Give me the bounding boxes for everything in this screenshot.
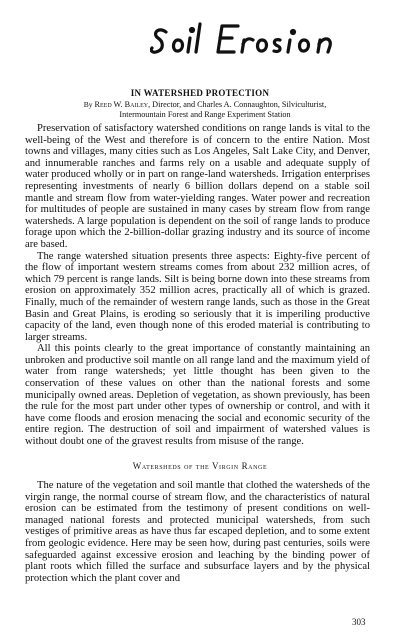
byline-line-1: [30, 100, 380, 110]
section-subheading: Watersheds of the Virgin Range: [132, 461, 268, 471]
page-number: 303: [352, 617, 366, 627]
paragraph: All this points clearly to the great importance of constantly maintaining an unbroken and productive soil mantle on all range land and the maximum yield of water from range watersheds; yet little thought has been given to the conservation of these values on other than the national forests and some municipally owned areas. Depletion of vegetation, as shown previously, has been the rule for the most part under other types of ownership or control, and with it have come floods and erosion menacing the social and economic security of the entire region. The destruction of soil and impairment of watershed values is without doubt one of the gravest results from misuse of the range.: [25, 343, 370, 448]
byline-affiliation: Intermountain Forest and Range Experiment Station: [119, 110, 291, 119]
handwritten-annotation: [150, 18, 360, 64]
handwritten-soil-erosion-mark: [150, 18, 360, 64]
paragraph: Preservation of satisfactory watershed conditions on range lands is vital to the well-being of the West and therefore is of concern to the entire Nation. Most towns and villages, many cities such as Los Angeles, Salt Lake City, and Denver, and innumerable ranches and farms rely on a usable and adequate supply of water produced wholly or in part on range-land watersheds. Irrigation enterprises representing investments of nearly 6 billion dollars depend on a stable soil mantle and stream flow from water-yielding ranges. Water power and recreation for multitudes of people are sustained in many cases by stream flow from range watersheds. A large population is dependent on the soil of range lands to produce forage upon which the 2-billion-dollar grazing industry and its source of income are based.: [25, 123, 370, 250]
paragraph: The nature of the vegetation and soil mantle that clothed the watersheds of the virgin range, the normal course of stream flow, and the characteristics of natural erosion can be estimated from the testimony of present conditions on well-managed national forests and protected municipal watersheds, from such vestiges of primitive areas as have thus far escaped depletion, and to some extent from geologic evidence. Here may be seen how, during past centuries, soils were safeguarded against excessive erosion and leaching by the binding power of plant roots which filled the surface and subsurface layers and by the physical protection which the plant cover and: [25, 480, 370, 584]
byline-prefix: By: [83, 100, 93, 109]
body-section: [25, 123, 370, 448]
body-section-virgin-range: [25, 480, 370, 584]
byline: [30, 100, 380, 120]
article-title: IN WATERSHED PROTECTION: [130, 88, 270, 98]
paragraph: The range watershed situation presents three aspects: Eighty-five percent of the flow of important western streams comes from about 232 million acres, of which 79 percent is range lands. Silt is being borne down into these streams from erosion on approximately 352 million acres, practically all of which is grazed. Finally, much of the remainder of western range lands, such as those in the Great Basin and Great Plains, is eroding so seriously that it is imperiling productive capacity of the land, even though none of this eroded material is contributing to larger streams.: [25, 250, 370, 343]
byline-roles: Director, and Charles A. Connaughton, Silviculturist,: [152, 100, 327, 109]
byline-author: Reed W. Bailey,: [94, 100, 151, 109]
